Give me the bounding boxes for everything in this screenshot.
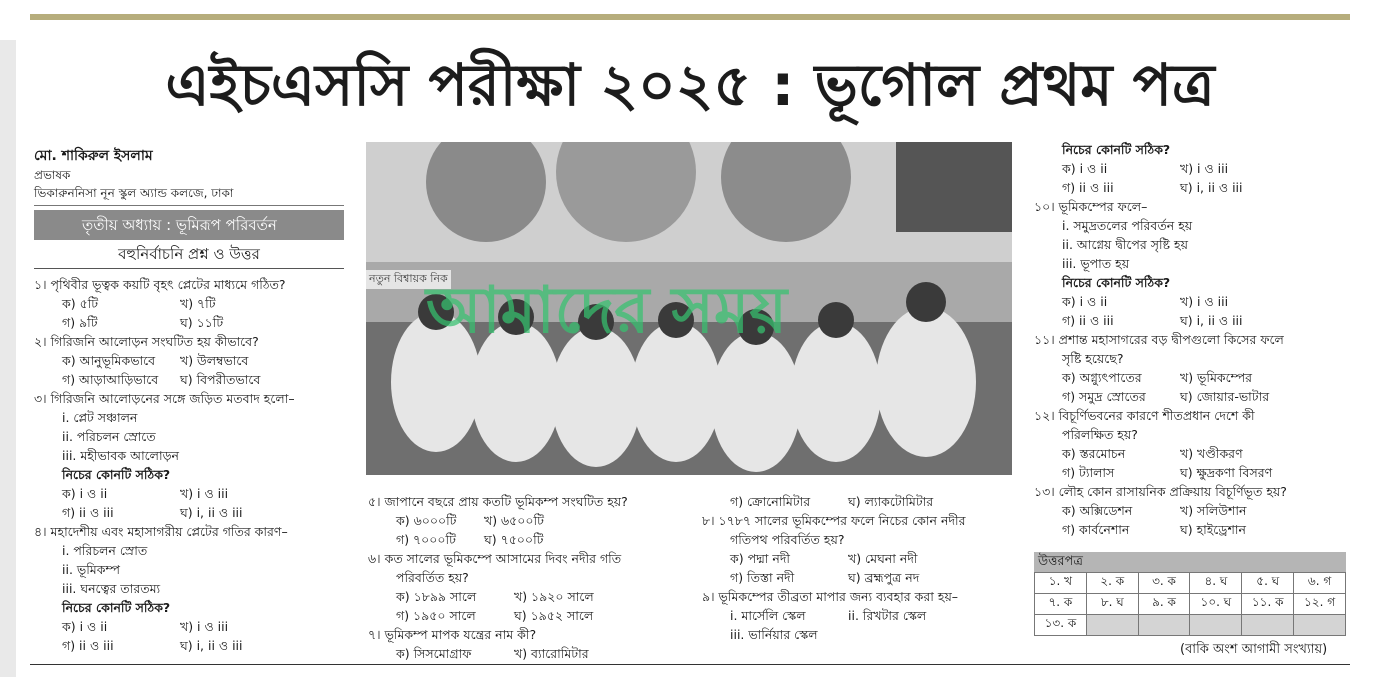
question-9: ৯। ভূমিকম্পের তীব্রতা মাপার জন্য ব্যবহার করা হয়–: [702, 589, 959, 604]
answer-row: [1035, 573, 1346, 594]
statement: iii. ঘনত্বের তারতম্য: [62, 581, 161, 596]
option: খ) উলম্বভাবে: [180, 353, 249, 368]
question-4: ৪। মহাদেশীয় এবং মহাসাগরীয় প্লেটের গতির কারণ–: [34, 524, 288, 539]
top-rule: [30, 14, 1350, 20]
author-institution: ভিকারুননিসা নূন স্কুল অ্যান্ড কলজে, ঢাকা: [34, 186, 234, 200]
column-4: [1034, 140, 1350, 539]
option: ক) ৫টি: [62, 296, 99, 311]
option: খ) i ও iii: [180, 486, 229, 501]
options-row: [1034, 178, 1350, 197]
options-row: [368, 530, 698, 549]
answer-table: [1034, 572, 1346, 636]
statement: ii. আগ্নেয় দ্বীপের সৃষ্টি হয়: [1062, 237, 1188, 252]
option: খ) i ও iii: [1180, 294, 1229, 309]
options-row: [1034, 159, 1350, 178]
option: গ) ii ও iii: [62, 505, 114, 520]
options-row: [34, 294, 344, 313]
chapter-banner: তৃতীয় অধ্যায় : ভূমিরূপ পরিবর্তন: [34, 210, 344, 240]
statement: i. পরিচলন স্রোত: [62, 543, 148, 558]
options-row: [34, 484, 344, 503]
news-photo: [366, 142, 1012, 475]
options-row: [702, 492, 1022, 511]
question-12: ১২। বিচূর্ণিভবনের কারণে শীতপ্রধান দেশে কী: [1034, 408, 1255, 423]
option: খ) মেঘনা নদী: [848, 551, 918, 566]
section-subheading: বহুনির্বাচনি প্রশ্ন ও উত্তর: [34, 240, 344, 269]
statement: i. সমুদ্রতলের পরিবর্তন হয়: [1062, 218, 1193, 233]
option: ক) i ও ii: [1062, 294, 1108, 309]
statement: iii. ভার্নিয়ার স্কেল: [730, 627, 818, 642]
option: ক) স্তরমোচন: [1062, 446, 1126, 461]
answer-cell: ১. খ: [1035, 573, 1087, 594]
statement: i. মার্সেলি স্কেল: [730, 608, 806, 623]
option: গ) ৭০০০টি: [396, 532, 456, 547]
option: ক) i ও ii: [1062, 161, 1108, 176]
question-12-cont: পরিলক্ষিত হয়?: [1062, 427, 1138, 442]
option: গ) ক্রোনোমিটার: [730, 494, 811, 509]
answer-cell: ১৩. ক: [1035, 615, 1087, 636]
question-7: ৭। ভূমিকম্প মাপক যন্ত্রের নাম কী?: [368, 627, 537, 642]
option: ঘ) ১১টি: [180, 315, 224, 330]
option: ক) i ও ii: [62, 619, 108, 634]
option: ক) অগ্ন্যুৎপাতের: [1062, 370, 1142, 385]
options-row: [34, 617, 344, 636]
options-row: [1034, 368, 1350, 387]
answer-cell: ৮. ঘ: [1086, 594, 1138, 615]
options-row: [1034, 387, 1350, 406]
question-prompt: নিচের কোনটি সঠিক?: [62, 467, 171, 482]
option: ঘ) ল্যাকটোমিটার: [848, 494, 934, 509]
option: ঘ) i, ii ও iii: [1180, 180, 1243, 195]
watermark-logo: আমাদের সময়: [426, 274, 788, 348]
question-prompt: নিচের কোনটি সঠিক?: [1062, 275, 1171, 290]
answer-row: [1035, 615, 1346, 636]
answer-cell-empty: [1190, 615, 1242, 636]
answer-cell: ৫. ঘ: [1242, 573, 1294, 594]
option: ঘ) হাইড্রেশান: [1180, 522, 1246, 537]
options-row: [368, 587, 698, 606]
option: ঘ) ক্ষুদ্রকণা বিসরণ: [1180, 465, 1273, 480]
statements-row: [702, 606, 1022, 625]
option: ঘ) i, ii ও iii: [180, 505, 243, 520]
question-2: ২। গিরিজনি আলোড়ন সংঘটিত হয় কীভাবে?: [34, 334, 259, 349]
answer-row: [1035, 594, 1346, 615]
question-11: ১১। প্রশান্ত মহাসাগরের বড় দ্বীপগুলো কিসের ফলে: [1034, 332, 1284, 347]
option: ক) পদ্মা নদী: [730, 551, 790, 566]
option: খ) i ও iii: [180, 619, 229, 634]
option: গ) সমুদ্র স্রোতের: [1062, 389, 1146, 404]
question-8-cont: গতিপথ পরিবর্তিত হয়?: [730, 532, 845, 547]
question-8: ৮। ১৭৮৭ সালের ভূমিকম্পের ফলে নিচের কোন নদীর: [702, 513, 966, 528]
option: ক) আনুভূমিকভাবে: [62, 353, 156, 368]
options-row: [1034, 501, 1350, 520]
column-2: [368, 492, 698, 663]
option: ক) অক্সিডেশন: [1062, 503, 1133, 518]
option: খ) ব্যারোমিটার: [514, 646, 589, 661]
answer-cell: ৯. ক: [1138, 594, 1190, 615]
options-row: [368, 606, 698, 625]
answer-cell: ৭. ক: [1035, 594, 1087, 615]
continuation-note: (বাকি অংশ আগামী সংখ্যায়): [1180, 642, 1328, 657]
option: গ) ১৯৫০ সালে: [396, 608, 476, 623]
option: খ) ৬৫০০টি: [484, 513, 544, 528]
left-margin-strip: [0, 40, 16, 677]
question-13: ১৩। লৌহ কোন রাসায়নিক প্রক্রিয়ায় বিচূর্ণিভূত হয়?: [1034, 484, 1287, 499]
statement: iii. মহীভাবক আলোড়ন: [62, 448, 179, 463]
statement: ii. ভূমিকম্প: [62, 562, 120, 577]
answer-cell: ৬. গ: [1294, 573, 1346, 594]
option: গ) ii ও iii: [62, 638, 114, 653]
answer-cell-empty: [1086, 615, 1138, 636]
option: খ) ভূমিকম্পের: [1180, 370, 1253, 385]
bottom-rule: [30, 664, 1350, 665]
statement: ii. রিখটার স্কেল: [848, 608, 927, 623]
option: ক) সিসমোগ্রাফ: [396, 646, 472, 661]
option: ক) ১৮৯৯ সালে: [396, 589, 477, 604]
answer-sheet-title: উত্তরপত্র: [1034, 552, 1346, 572]
option: ঘ) ৭৫০০টি: [484, 532, 544, 547]
question-11-cont: সৃষ্টি হয়েছে?: [1062, 351, 1124, 366]
option: গ) ii ও iii: [1062, 313, 1114, 328]
question-1: ১। পৃথিবীর ভূত্বক কয়টি বৃহৎ প্লেটের মাধ্যমে গঠিত?: [34, 277, 286, 292]
divider: [34, 205, 344, 206]
options-row: [1034, 463, 1350, 482]
option: খ) ৭টি: [180, 296, 216, 311]
column-1: [34, 146, 344, 655]
options-row: [34, 636, 344, 655]
statement: i. প্লেট সঞ্চালন: [62, 410, 138, 425]
option: গ) কার্বনেশান: [1062, 522, 1130, 537]
options-row: [34, 351, 344, 370]
option: ক) i ও ii: [62, 486, 108, 501]
option: খ) খণ্ডীকরণ: [1180, 446, 1243, 461]
option: খ) ১৯২০ সালে: [514, 589, 594, 604]
option: খ) সলিউশান: [1180, 503, 1247, 518]
question-10: ১০। ভূমিকম্পের ফলে–: [1034, 199, 1148, 214]
option: ঘ) বিপরীতভাবে: [180, 372, 261, 387]
question-prompt: নিচের কোনটি সঠিক?: [1062, 142, 1171, 157]
answer-cell: ৪. ঘ: [1190, 573, 1242, 594]
question-5: ৫। জাপানে বছরে প্রায় কতটি ভূমিকম্প সংঘটিত হয়?: [368, 494, 628, 509]
option: গ) আড়াআড়িভাবে: [62, 372, 159, 387]
options-row: [1034, 311, 1350, 330]
options-row: [34, 503, 344, 522]
option: ঘ) i, ii ও iii: [180, 638, 243, 653]
question-3: ৩। গিরিজনি আলোড়নের সঙ্গে জড়িত মতবাদ হলো–: [34, 391, 295, 406]
option: ঘ) ব্রহ্মপুত্র নদ: [848, 570, 920, 585]
answer-sheet: [1034, 552, 1346, 636]
author-name: মো. শাকিরুল ইসলাম: [34, 148, 153, 164]
answer-cell-empty: [1138, 615, 1190, 636]
option: ক) ৬০০০টি: [396, 513, 457, 528]
photo-caption: নতুন বিশ্বায়ক নিক: [366, 270, 451, 289]
answer-cell: ৩. ক: [1138, 573, 1190, 594]
option: খ) i ও iii: [1180, 161, 1229, 176]
option: ঘ) i, ii ও iii: [1180, 313, 1243, 328]
question-prompt: নিচের কোনটি সঠিক?: [62, 600, 171, 615]
option: গ) ট্যালাস: [1062, 465, 1115, 480]
column-3: [702, 492, 1022, 644]
options-row: [702, 549, 1022, 568]
options-row: [368, 644, 698, 663]
option: গ) ii ও iii: [1062, 180, 1114, 195]
headline: এইচএসসি পরীক্ষা ২০২৫ : ভূগোল প্রথম পত্র: [165, 51, 1215, 119]
option: গ) ৯টি: [62, 315, 98, 330]
option: ঘ) জোয়ার-ভাটার: [1180, 389, 1270, 404]
answer-cell-empty: [1242, 615, 1294, 636]
options-row: [34, 313, 344, 332]
statement: ii. পরিচলন স্রোতে: [62, 429, 156, 444]
author-title: প্রভাষক: [34, 168, 71, 182]
options-row: [1034, 520, 1350, 539]
answer-cell: ১১. ক: [1242, 594, 1294, 615]
options-row: [702, 568, 1022, 587]
answer-cell: ২. ক: [1086, 573, 1138, 594]
question-6: ৬। কত সালের ভূমিকম্পে আসামের দিবং নদীর গতি: [368, 551, 622, 566]
answer-cell: ১২. গ: [1294, 594, 1346, 615]
statement: iii. ভূপাত হয়: [1062, 256, 1130, 271]
answer-cell-empty: [1294, 615, 1346, 636]
options-row: [34, 370, 344, 389]
answer-cell: ১০. ঘ: [1190, 594, 1242, 615]
options-row: [368, 511, 698, 530]
question-6-cont: পরিবর্তিত হয়?: [396, 570, 469, 585]
option: গ) তিস্তা নদী: [730, 570, 795, 585]
options-row: [1034, 444, 1350, 463]
option: ঘ) ১৯৫২ সালে: [514, 608, 594, 623]
options-row: [1034, 292, 1350, 311]
